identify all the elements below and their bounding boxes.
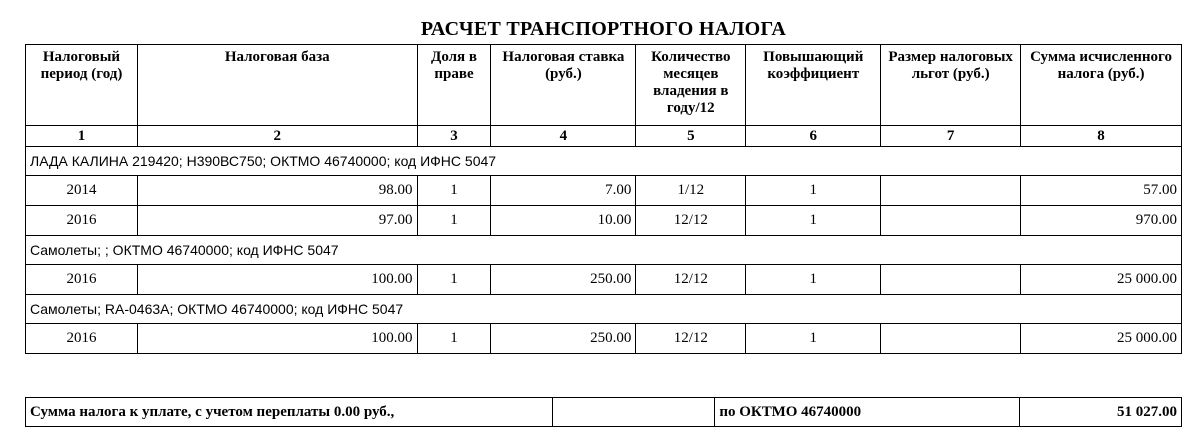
table-row [26, 324, 1182, 354]
column-number: 6 [746, 126, 881, 147]
column-number: 7 [881, 126, 1021, 147]
cell-tax: 25 000.00 [1021, 265, 1182, 295]
header-benefits: Размер налоговых льгот (руб.) [881, 45, 1021, 126]
header-months: Количество месяцев владения в году/12 [636, 45, 746, 126]
column-number: 2 [137, 126, 417, 147]
vehicle-label: Самолеты; RA-0463A; ОКТМО 46740000; код ИФНС 5047 [26, 295, 1182, 324]
cell-rate: 7.00 [491, 176, 636, 206]
cell-share: 1 [417, 324, 491, 354]
header-coefficient: Повышающий коэффициент [746, 45, 881, 126]
cell-benefit [881, 206, 1021, 236]
column-number: 8 [1021, 126, 1182, 147]
header-tax: Сумма исчисленного налога (руб.) [1021, 45, 1182, 126]
cell-benefit [881, 324, 1021, 354]
cell-rate: 250.00 [491, 324, 636, 354]
cell-base: 100.00 [137, 265, 417, 295]
column-number-row [26, 126, 1182, 147]
cell-period: 2016 [26, 324, 138, 354]
cell-tax: 57.00 [1021, 176, 1182, 206]
cell-base: 97.00 [137, 206, 417, 236]
column-number: 5 [636, 126, 746, 147]
vehicle-group-row [26, 236, 1182, 265]
cell-share: 1 [417, 176, 491, 206]
cell-tax: 970.00 [1021, 206, 1182, 236]
vehicle-group-row [26, 295, 1182, 324]
table-row [26, 206, 1182, 236]
total-oktmo: по ОКТМО 46740000 [715, 398, 1020, 427]
cell-months: 12/12 [636, 265, 746, 295]
cell-coefficient: 1 [746, 206, 881, 236]
page-title: РАСЧЕТ ТРАНСПОРТНОГО НАЛОГА [420, 18, 787, 40]
vehicle-label: Самолеты; ; ОКТМО 46740000; код ИФНС 5047 [26, 236, 1182, 265]
header-row [26, 45, 1182, 126]
total-label: Сумма налога к уплате, с учетом переплаты 0.00 руб., [26, 398, 553, 427]
cell-months: 1/12 [636, 176, 746, 206]
cell-period: 2016 [26, 206, 138, 236]
header-share: Доля в праве [417, 45, 491, 126]
table-row [26, 176, 1182, 206]
cell-benefit [881, 176, 1021, 206]
cell-coefficient: 1 [746, 324, 881, 354]
cell-benefit [881, 265, 1021, 295]
cell-period: 2014 [26, 176, 138, 206]
column-number: 1 [26, 126, 138, 147]
cell-share: 1 [417, 206, 491, 236]
cell-period: 2016 [26, 265, 138, 295]
total-blank-cell [552, 398, 715, 427]
cell-months: 12/12 [636, 324, 746, 354]
column-number: 3 [417, 126, 491, 147]
cell-rate: 250.00 [491, 265, 636, 295]
total-amount: 51 027.00 [1020, 398, 1182, 427]
cell-share: 1 [417, 265, 491, 295]
table-row [26, 265, 1182, 295]
cell-coefficient: 1 [746, 176, 881, 206]
vehicle-group-row [26, 147, 1182, 176]
header-rate: Налоговая ставка (руб.) [491, 45, 636, 126]
total-summary-table [25, 397, 1182, 427]
column-number: 4 [491, 126, 636, 147]
cell-months: 12/12 [636, 206, 746, 236]
cell-coefficient: 1 [746, 265, 881, 295]
tax-calculation-table [25, 44, 1182, 354]
cell-tax: 25 000.00 [1021, 324, 1182, 354]
header-base: Налоговая база [137, 45, 417, 126]
vehicle-label: ЛАДА КАЛИНА 219420; Н390ВС750; ОКТМО 46740000; код ИФНС 5047 [26, 147, 1182, 176]
cell-rate: 10.00 [491, 206, 636, 236]
cell-base: 100.00 [137, 324, 417, 354]
total-row [26, 398, 1182, 427]
cell-base: 98.00 [137, 176, 417, 206]
header-period: Налоговый период (год) [26, 45, 138, 126]
